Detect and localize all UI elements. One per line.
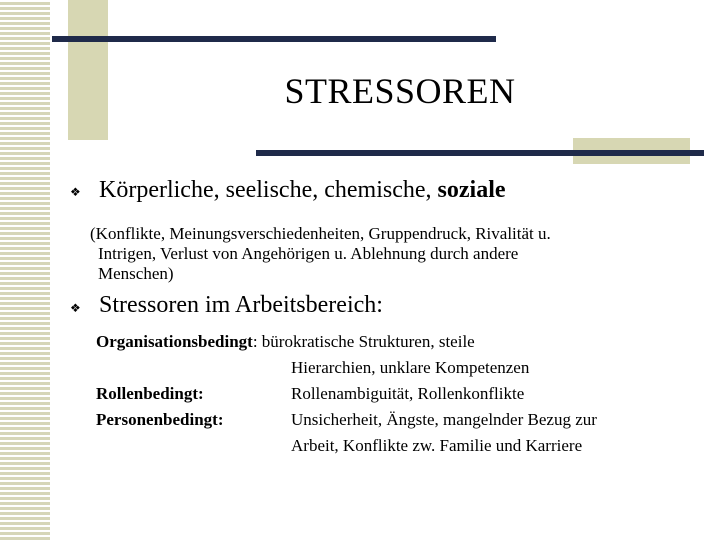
bullet-1-note — [90, 224, 660, 284]
decorative-stripe-band — [0, 0, 50, 540]
detail-label: Organisationsbedingt — [96, 332, 253, 351]
decorative-khaki-block — [68, 0, 108, 140]
decorative-rule-top — [52, 36, 496, 42]
diamond-bullet-icon: ❖ — [70, 185, 81, 199]
detail-label: Rollenbedingt: — [96, 384, 204, 403]
detail-value: bürokratische Strukturen, steile — [261, 332, 475, 351]
decorative-rule-bottom — [256, 150, 704, 156]
detail-value-continued: Hierarchien, unklare Kompetenzen — [291, 358, 530, 377]
note-line: Menschen) — [98, 264, 174, 283]
detail-label-suffix: : — [252, 332, 258, 351]
detail-value: Rollenambiguität, Rollenkonflikte — [291, 384, 525, 403]
detail-value: Unsicherheit, Ängste, mangelnder Bezug zur — [291, 410, 597, 429]
bullet-1-plain: Körperliche, seelische, chemische, — [99, 177, 438, 203]
diamond-bullet-icon: ❖ — [70, 301, 81, 315]
note-line: (Konflikte, Meinungsverschiedenheiten, Gruppendruck, Rivalität u. — [90, 224, 551, 243]
slide-title: STRESSOREN — [284, 71, 516, 111]
detail-label: Personenbedingt: — [96, 410, 224, 429]
bullet-2-text: Stressoren im Arbeitsbereich: — [99, 292, 383, 318]
detail-value-continued: Arbeit, Konflikte zw. Familie und Karriere — [291, 436, 583, 455]
bullet-1-bold: soziale — [437, 177, 506, 203]
detail-organisation — [96, 332, 475, 352]
bullet-1-text — [99, 177, 506, 204]
note-line: Intrigen, Verlust von Angehörigen u. Ablehnung durch andere — [98, 244, 519, 263]
